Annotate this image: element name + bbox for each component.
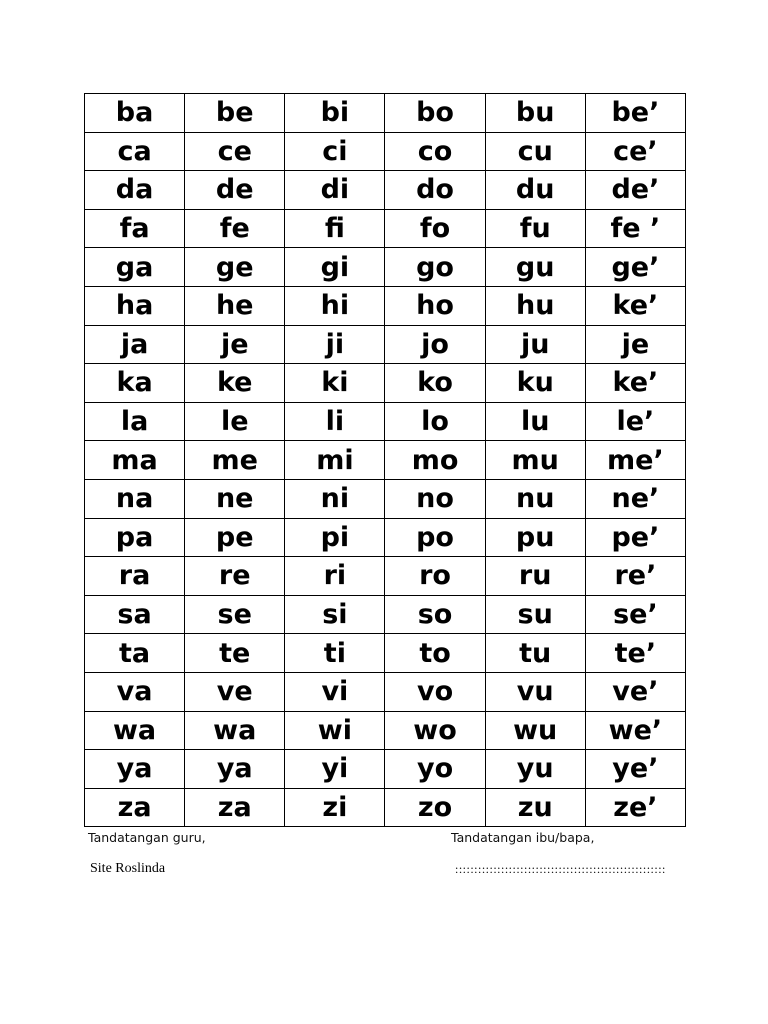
syllable-cell: je [185,325,285,364]
syllable-cell: wo [385,711,485,750]
syllable-cell: ye’ [585,750,685,789]
table-row [85,209,686,248]
syllable-cell: gi [285,248,385,287]
syllable-cell: vu [485,672,585,711]
syllable-cell: go [385,248,485,287]
syllable-cell: pe [185,518,285,557]
syllable-cell: hi [285,286,385,325]
syllable-cell: ro [385,557,485,596]
syllable-cell: ca [85,132,185,171]
syllable-cell: ku [485,364,585,403]
syllable-cell: ge’ [585,248,685,287]
syllable-cell: ya [185,750,285,789]
syllable-cell: sa [85,595,185,634]
syllable-cell: ru [485,557,585,596]
syllable-cell: co [385,132,485,171]
syllable-cell: ze’ [585,788,685,827]
table-row [85,171,686,210]
syllable-cell: vo [385,672,485,711]
syllable-cell: li [285,402,385,441]
syllable-cell: wi [285,711,385,750]
table-row [85,325,686,364]
syllable-cell: be [185,94,285,133]
syllable-cell: ve [185,672,285,711]
syllable-cell: le’ [585,402,685,441]
parent-signature-line: ::::::::::::::::::::::::::::::::::::::::::::::::::::::: [455,862,666,876]
table-row [85,248,686,287]
syllable-cell: to [385,634,485,673]
syllable-cell: su [485,595,585,634]
syllable-cell: pi [285,518,385,557]
syllable-cell: za [85,788,185,827]
syllable-cell: du [485,171,585,210]
syllable-cell: so [385,595,485,634]
syllable-cell: mi [285,441,385,480]
table-row [85,518,686,557]
syllable-cell: fi [285,209,385,248]
syllable-cell: bi [285,94,385,133]
syllable-cell: ni [285,479,385,518]
syllable-cell: ju [485,325,585,364]
syllable-cell: ki [285,364,385,403]
syllable-cell: be’ [585,94,685,133]
syllable-cell: ba [85,94,185,133]
syllable-cell: me’ [585,441,685,480]
syllable-cell: mu [485,441,585,480]
teacher-name: Site Roslinda [90,861,166,876]
syllable-cell: hu [485,286,585,325]
syllable-cell: no [385,479,485,518]
syllable-cell: bo [385,94,485,133]
syllable-cell: ve’ [585,672,685,711]
syllable-cell: te’ [585,634,685,673]
table-row [85,788,686,827]
syllable-cell: ci [285,132,385,171]
syllable-cell: ta [85,634,185,673]
table-row [85,711,686,750]
syllable-cell: pu [485,518,585,557]
syllable-cell: ya [85,750,185,789]
syllable-cell: ko [385,364,485,403]
syllable-cell: wa [85,711,185,750]
syllable-cell: ne [185,479,285,518]
syllable-cell: je [585,325,685,364]
syllable-cell: lo [385,402,485,441]
syllable-cell: ke’ [585,286,685,325]
syllable-cell: de’ [585,171,685,210]
syllable-cell: yu [485,750,585,789]
table-row [85,132,686,171]
syllable-cell: mo [385,441,485,480]
syllable-cell: va [85,672,185,711]
syllable-cell: ce’ [585,132,685,171]
syllable-cell: ja [85,325,185,364]
syllable-cell: da [85,171,185,210]
table-row [85,441,686,480]
syllable-cell: zo [385,788,485,827]
table-row [85,94,686,133]
syllable-cell: wa [185,711,285,750]
syllable-cell: yi [285,750,385,789]
syllable-cell: re [185,557,285,596]
syllable-cell: te [185,634,285,673]
syllable-cell: ka [85,364,185,403]
syllable-cell: fu [485,209,585,248]
syllable-cell: ke’ [585,364,685,403]
syllable-cell: do [385,171,485,210]
syllable-cell: ma [85,441,185,480]
syllable-cell: nu [485,479,585,518]
syllable-cell: re’ [585,557,685,596]
syllable-table-body [85,94,686,827]
syllable-cell: de [185,171,285,210]
table-row [85,672,686,711]
syllable-cell: ho [385,286,485,325]
syllable-cell: jo [385,325,485,364]
syllable-cell: se [185,595,285,634]
syllable-table [84,93,686,827]
syllable-cell: tu [485,634,585,673]
syllable-cell: ra [85,557,185,596]
table-row [85,364,686,403]
table-row [85,595,686,634]
syllable-cell: ge [185,248,285,287]
syllable-cell: he [185,286,285,325]
syllable-cell: bu [485,94,585,133]
syllable-cell: po [385,518,485,557]
table-row [85,402,686,441]
syllable-cell: la [85,402,185,441]
syllable-cell: fo [385,209,485,248]
syllable-cell: fa [85,209,185,248]
syllable-cell: ri [285,557,385,596]
table-row [85,750,686,789]
syllable-cell: lu [485,402,585,441]
syllable-cell: wu [485,711,585,750]
syllable-cell: za [185,788,285,827]
syllable-cell: pa [85,518,185,557]
syllable-cell: ga [85,248,185,287]
syllable-cell: vi [285,672,385,711]
parent-signature-label: Tandatangan ibu/bapa, [451,830,595,845]
syllable-cell: zu [485,788,585,827]
syllable-cell: fe ’ [585,209,685,248]
syllable-cell: yo [385,750,485,789]
syllable-cell: gu [485,248,585,287]
syllable-cell: ji [285,325,385,364]
syllable-cell: zi [285,788,385,827]
syllable-cell: di [285,171,385,210]
table-row [85,286,686,325]
table-row [85,479,686,518]
syllable-cell: ti [285,634,385,673]
syllable-cell: fe [185,209,285,248]
table-row [85,557,686,596]
syllable-cell: we’ [585,711,685,750]
syllable-cell: na [85,479,185,518]
syllable-cell: pe’ [585,518,685,557]
syllable-cell: ne’ [585,479,685,518]
syllable-cell: si [285,595,385,634]
syllable-cell: ha [85,286,185,325]
table-row [85,634,686,673]
syllable-cell: cu [485,132,585,171]
teacher-signature-label: Tandatangan guru, [88,830,206,845]
syllable-cell: me [185,441,285,480]
syllable-cell: ce [185,132,285,171]
syllable-cell: le [185,402,285,441]
syllable-cell: ke [185,364,285,403]
syllable-cell: se’ [585,595,685,634]
